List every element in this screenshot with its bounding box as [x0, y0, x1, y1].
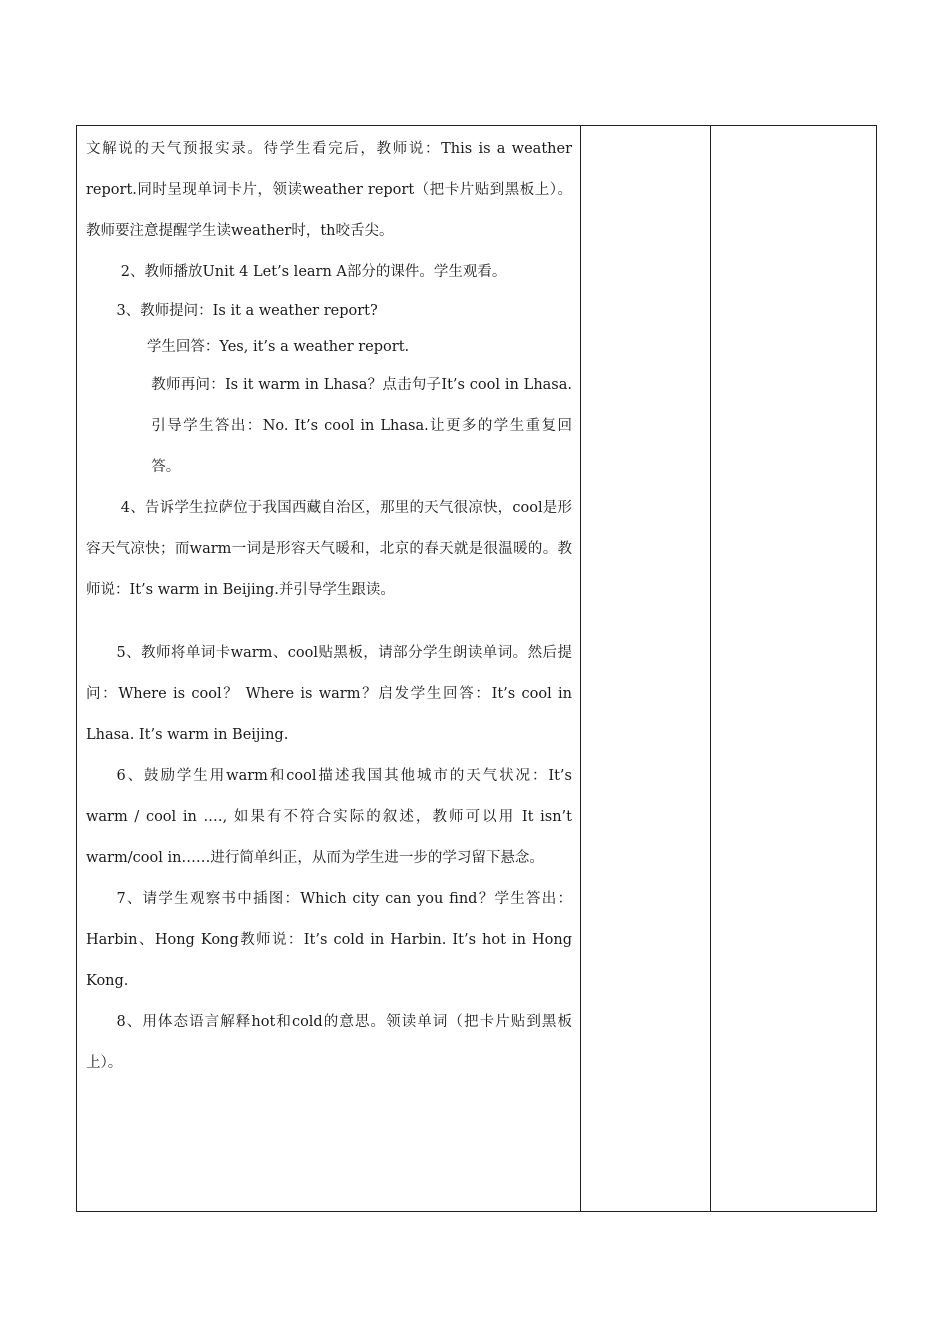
empty-cell-right: [711, 126, 877, 1212]
teaching-procedure-text: [77, 126, 580, 1084]
paragraph-student-answer: 学生回答：Yes, it’s a weather report.: [146, 339, 410, 355]
paragraph-teacher-asks-again: 教师再问：Is it warm in Lhasa？点击句子It’s cool in Lhasa.引导学生答出：No. It’s cool in Lhasa.让更多的学生重复回答。: [151, 377, 572, 475]
paragraph-step-5: 5、教师将单词卡warm、cool贴黑板，请部分学生朗读单词。然后提问：Where is cool？ Where is warm？启发学生回答：It’s cool in Lhasa. It’s warm in Beijing.: [86, 645, 572, 743]
paragraph-step-4: 4、告诉学生拉萨位于我国西藏自治区，那里的天气很凉快，cool是形容天气凉快；而warm一词是形容天气暖和，北京的春天就是很温暖的。教师说：It’s warm in Beijing.并引导学生跟读。: [86, 500, 572, 598]
paragraph-step-8: 8、用体态语言解释hot和cold的意思。领读单词（把卡片贴到黑板上）。: [86, 1014, 572, 1071]
lesson-plan-table: [76, 125, 877, 1212]
paragraph-step-3: 3、教师提问：Is it a weather report?: [116, 303, 378, 319]
paragraph-step-7: 7、请学生观察书中插图：Which city can you find？学生答出：Harbin、Hong Kong教师说：It’s cold in Harbin. It’s hot in Hong Kong.: [86, 891, 572, 989]
teaching-procedure-cell: [77, 126, 581, 1212]
table-row: [77, 126, 877, 1212]
paragraph-step-2: 2、教师播放Unit 4 Let’s learn A部分的课件。学生观看。: [120, 264, 507, 280]
empty-cell-middle: [581, 126, 711, 1212]
paragraph-weather-report-intro: 文解说的天气预报实录。待学生看完后，教师说：This is a weather report.同时呈现单词卡片，领读weather report（把卡片贴到黑板上）。教师要注意提醒学生读weather时，th咬舌尖。: [86, 141, 572, 239]
paragraph-gap: [86, 611, 572, 633]
paragraph-step-6: 6、鼓励学生用warm和cool描述我国其他城市的天气状况：It’s warm / cool in .…, 如果有不符合实际的叙述，教师可以用 It isn’t warm/cool in……进行简单纠正，从而为学生进一步的学习留下悬念。: [86, 768, 572, 866]
